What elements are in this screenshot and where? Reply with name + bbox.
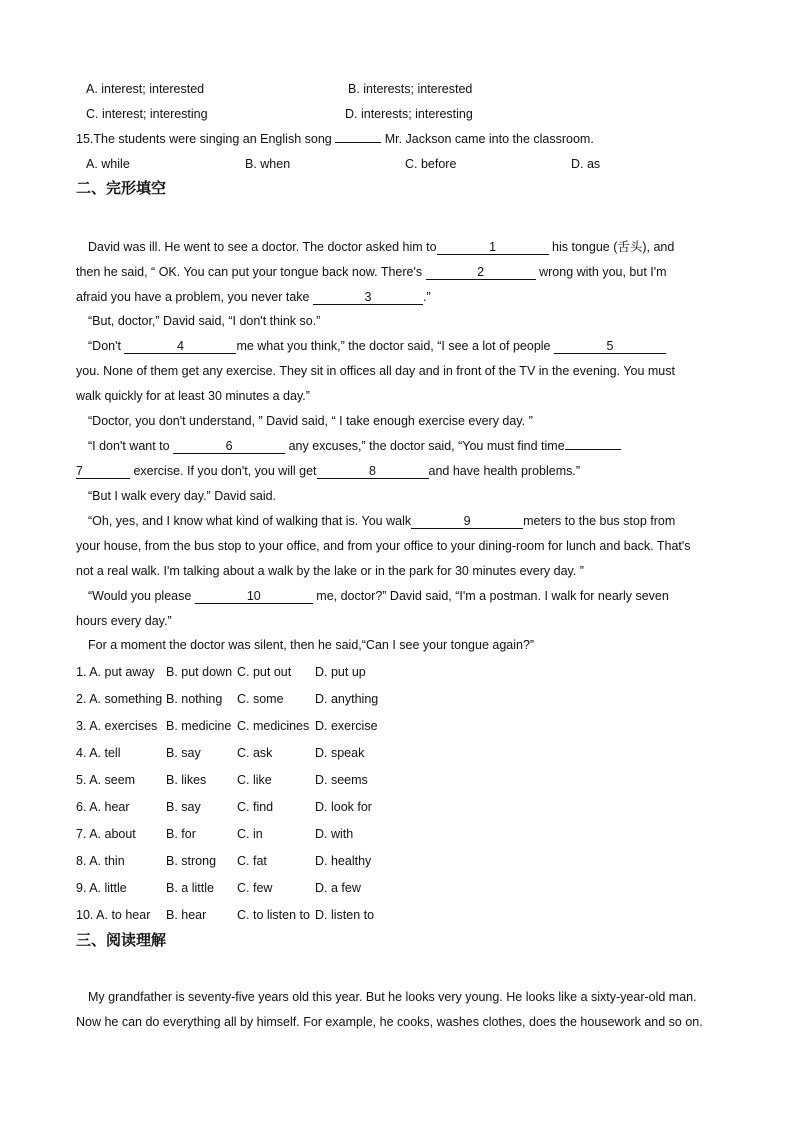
cloze-blank-9: 9: [411, 514, 523, 529]
cloze-option-9a: 9. A. little: [76, 881, 127, 895]
cloze-line-8: [76, 462, 580, 480]
cloze-option-6c: C. find: [237, 800, 274, 814]
cloze-line-10: your house, from the bus stop to your office, and from your office to your dining-room for lunch and back. That's: [76, 539, 691, 553]
cloze-option-8a: 8. A. thin: [76, 854, 125, 868]
cloze-option-5b: B. likes: [166, 773, 207, 787]
cloze-text: “Don't: [88, 339, 121, 353]
q15-blank: [335, 142, 381, 143]
cloze-blank-7-start: [565, 449, 621, 450]
cloze-blank-2: 2: [426, 265, 536, 280]
cloze-blank-1: 1: [437, 240, 549, 255]
cloze-line-6: walk quickly for at least 30 minutes a day.”: [76, 389, 310, 403]
cloze-text: then he said, “ OK. You can put your tongue back now. There's: [76, 265, 423, 279]
q14-option-c: C. interest; interesting: [86, 107, 208, 121]
cloze-option-9b: B. a little: [166, 881, 214, 895]
cloze-paragraph-6: “But I walk every day.” David said.: [88, 489, 277, 503]
cloze-option-8b: B. strong: [166, 854, 217, 868]
q15-option-b: B. when: [245, 157, 291, 171]
cloze-text: and have health problems.”: [428, 464, 581, 478]
cloze-paragraph-9: For a moment the doctor was silent, then he said,“Can I see your tongue again?”: [88, 638, 535, 652]
cloze-option-4d: D. speak: [315, 746, 365, 760]
reading-line-1: My grandfather is seventy-five years old this year. But he looks very young. He looks like a sixty-year-old man.: [88, 990, 697, 1004]
cloze-text: “I don't want to: [88, 439, 170, 453]
cloze-option-3b: B. medicine: [166, 719, 232, 733]
cloze-line-11: not a real walk. I'm talking about a walk by the lake or in the park for 30 minutes every day. ”: [76, 564, 584, 578]
cloze-option-2a: 2. A. something: [76, 692, 163, 706]
cloze-text: “Oh, yes, and I know what kind of walking that is. You walk: [88, 514, 412, 528]
cloze-option-7b: B. for: [166, 827, 196, 841]
cloze-text: afraid you have a problem, you never take: [76, 290, 310, 304]
cloze-option-4c: C. ask: [237, 746, 273, 760]
cloze-text: “Would you please: [88, 589, 192, 603]
cloze-option-1d: D. put up: [315, 665, 366, 679]
cloze-text: David was ill. He went to see a doctor. The doctor asked him to: [88, 240, 437, 254]
cloze-line-12: [88, 587, 669, 605]
cloze-text: exercise. If you don't, you will get: [133, 464, 317, 478]
cloze-text: me, doctor?” David said, “I'm a postman. I walk for nearly seven: [316, 589, 669, 603]
q15-stem: [76, 130, 594, 148]
cloze-paragraph-4: “Doctor, you don't understand, ” David said, “ I take enough exercise every day. ”: [88, 414, 533, 428]
cloze-text: any excuses,” the doctor said, “You must find time: [288, 439, 565, 453]
cloze-blank-3: 3: [313, 290, 423, 305]
cloze-blank-4: 4: [124, 339, 236, 354]
cloze-line-7: [88, 437, 621, 455]
cloze-option-10d: D. listen to: [315, 908, 375, 922]
cloze-line-1: [88, 238, 674, 256]
q14-option-a: A. interest; interested: [86, 82, 205, 96]
cloze-line-9: [88, 512, 675, 530]
cloze-text: meters to the bus stop from: [523, 514, 676, 528]
cloze-option-10c: C. to listen to: [237, 908, 310, 922]
cloze-option-3c: C. medicines: [237, 719, 310, 733]
cloze-text: wrong with you, but I'm: [539, 265, 667, 279]
cloze-option-2c: C. some: [237, 692, 284, 706]
cloze-option-4b: B. say: [166, 746, 201, 760]
q14-option-b: B. interests; interested: [348, 82, 473, 96]
section-3-title: 三、阅读理解: [76, 931, 167, 949]
cloze-option-5d: D. seems: [315, 773, 368, 787]
cloze-line-3: [76, 288, 431, 306]
cloze-blank-8: 8: [317, 464, 429, 479]
cloze-blank-7: 7: [76, 464, 130, 479]
reading-line-2: Now he can do everything all by himself. For example, he cooks, washes clothes, does the housework and so on.: [76, 1015, 703, 1029]
q14-option-d: D. interests; interesting: [345, 107, 473, 121]
cloze-text: .”: [422, 290, 431, 304]
cloze-blank-6: 6: [173, 439, 285, 454]
cloze-option-1a: 1. A. put away: [76, 665, 155, 679]
cloze-option-6a: 6. A. hear: [76, 800, 130, 814]
cloze-option-5a: 5. A. seem: [76, 773, 136, 787]
cloze-text: his tongue (舌头), and: [552, 240, 675, 254]
section-2-title: 二、完形填空: [76, 179, 167, 197]
q15-stem-after: Mr. Jackson came into the classroom.: [384, 132, 594, 146]
cloze-option-7a: 7. A. about: [76, 827, 136, 841]
cloze-line-4: [88, 337, 666, 355]
cloze-option-9d: D. a few: [315, 881, 361, 895]
q15-option-d: D. as: [571, 157, 601, 171]
q15-option-c: C. before: [405, 157, 457, 171]
cloze-option-1c: C. put out: [237, 665, 292, 679]
cloze-option-9c: C. few: [237, 881, 273, 895]
cloze-blank-10: 10: [195, 589, 313, 604]
cloze-option-4a: 4. A. tell: [76, 746, 121, 760]
cloze-text: me what you think,” the doctor said, “I see a lot of people: [236, 339, 551, 353]
cloze-option-3a: 3. A. exercises: [76, 719, 158, 733]
cloze-option-8d: D. healthy: [315, 854, 372, 868]
cloze-option-2d: D. anything: [315, 692, 379, 706]
cloze-paragraph-2: “But, doctor,” David said, “I don't think so.”: [88, 314, 321, 328]
cloze-option-7c: C. in: [237, 827, 263, 841]
cloze-line-2: [76, 263, 667, 281]
cloze-blank-5: 5: [554, 339, 666, 354]
q15-option-a: A. while: [86, 157, 130, 171]
cloze-option-10b: B. hear: [166, 908, 207, 922]
cloze-line-13: hours every day.”: [76, 614, 172, 628]
cloze-option-6b: B. say: [166, 800, 201, 814]
cloze-option-2b: B. nothing: [166, 692, 223, 706]
cloze-option-5c: C. like: [237, 773, 272, 787]
q15-stem-before: 15.The students were singing an English song: [76, 132, 332, 146]
cloze-option-10a: 10. A. to hear: [76, 908, 151, 922]
cloze-option-6d: D. look for: [315, 800, 372, 814]
cloze-line-5: you. None of them get any exercise. They sit in offices all day and in front of the TV in the evening. You must: [76, 364, 675, 378]
cloze-option-1b: B. put down: [166, 665, 233, 679]
cloze-option-3d: D. exercise: [315, 719, 378, 733]
cloze-option-8c: C. fat: [237, 854, 267, 868]
cloze-option-7d: D. with: [315, 827, 354, 841]
